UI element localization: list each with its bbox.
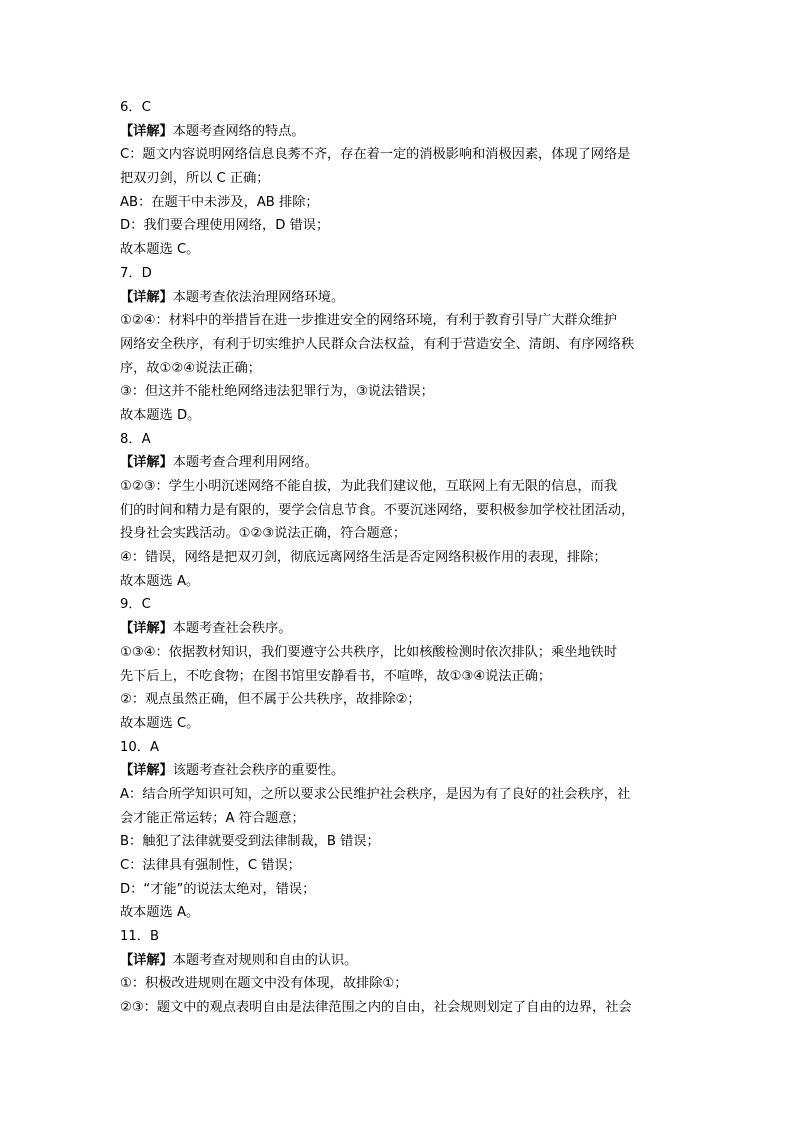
explanation-line: [120, 972, 680, 996]
explanation-text: C：题文内容说明网络信息良莠不齐，存在着一定的消极影响和消极因素，体现了网络是: [120, 147, 631, 163]
explanation-text: 投身社会实践活动。①②③说法正确，符合题意；: [120, 526, 407, 542]
answer-line: [120, 96, 680, 120]
explanation-line: [120, 499, 680, 523]
answer-line: [120, 925, 680, 949]
answer-text: 7．D: [120, 265, 152, 281]
detail-text: 本题考查对规则和自由的认识。: [172, 952, 358, 968]
explanation-line: [120, 404, 680, 428]
explanation-line: [120, 333, 680, 357]
explanation-line: [120, 783, 680, 807]
explanation-line: [120, 191, 680, 215]
detail-text: 该题考查社会秩序的重要性。: [172, 763, 345, 779]
explanation-line: [120, 309, 680, 333]
detail-heading-line: [120, 120, 680, 144]
explanation-text: 故本题选 A。: [120, 905, 200, 921]
explanation-line: [120, 570, 680, 594]
detail-text: 本题考查社会秩序。: [172, 621, 292, 637]
explanation-text: ①：积极改进规则在题文中没有体现，故排除①；: [120, 976, 408, 992]
explanation-text: C：法律具有强制性，C 错误；: [120, 858, 301, 873]
detail-heading-line: [120, 286, 680, 310]
explanation-line: [120, 665, 680, 689]
explanation-text: 先下后上，不吃食物；在图书馆里安静看书，不喧哗，故①③④说法正确；: [120, 668, 552, 684]
explanation-line: [120, 475, 680, 499]
detail-text: 本题考查合理利用网络。: [172, 455, 318, 471]
explanation-line: [120, 854, 680, 878]
explanation-text: 故本题选 D。: [120, 407, 201, 423]
explanation-text: D：我们要合理使用网络，D 错误；: [120, 218, 330, 234]
explanation-text: ①③④：依据教材知识，我们要遵守公共秩序，比如核酸检测时依次排队；乘坐地铁时: [120, 644, 618, 660]
answer-text: 6．C: [120, 100, 151, 115]
detail-tag: 【详解】: [120, 455, 173, 471]
detail-heading-line: [120, 451, 680, 475]
explanation-text: A：结合所学知识可知，之所以要求公民维护社会秩序，是因为有了良好的社会秩序，社: [120, 786, 631, 802]
explanation-text: 故本题选 C。: [120, 242, 200, 258]
detail-heading-line: [120, 949, 680, 973]
detail-tag: 【详解】: [120, 123, 173, 139]
explanation-text: 故本题选 C。: [120, 715, 200, 731]
answer-text: 11．B: [120, 929, 160, 945]
explanation-line: [120, 357, 680, 381]
explanation-text: ④：错误，网络是把双刃剑，彻底远离网络生活是否定网络积极作用的表现，排除；: [120, 550, 607, 566]
explanation-text: ③：但这并不能杜绝网络违法犯罪行为，③说法错误；: [120, 384, 434, 400]
detail-tag: 【详解】: [120, 763, 173, 779]
answer-text: 10．A: [120, 739, 159, 755]
explanation-text: 序，故①②④说法正确；: [120, 360, 261, 376]
explanation-text: 把双刃剑，所以 C 正确；: [120, 171, 270, 187]
explanation-line: [120, 380, 680, 404]
answer-text: 9．C: [120, 597, 151, 613]
answer-text: 8．A: [120, 431, 151, 447]
explanation-text: 网络安全秩序，有利于切实维护人民群众合法权益，有利于营造安全、清朗、有序网络秩: [120, 336, 635, 352]
explanation-line: [120, 546, 680, 570]
detail-tag: 【详解】: [120, 621, 173, 637]
explanation-line: [120, 996, 680, 1020]
explanation-line: [120, 238, 680, 262]
explanation-text: D：“才能”的说法太绝对，错误；: [120, 881, 316, 897]
explanation-text: 故本题选 A。: [120, 573, 200, 589]
detail-heading-line: [120, 617, 680, 641]
explanation-text: ①②④：材料中的举措旨在进一步推进安全的网络环境，有利于教育引导广大群众维护: [120, 313, 618, 329]
answer-document: [120, 96, 680, 1020]
detail-text: 本题考查依法治理网络环境。: [172, 289, 345, 305]
detail-heading-line: [120, 759, 680, 783]
explanation-line: [120, 641, 680, 665]
explanation-line: [120, 878, 680, 902]
explanation-line: [120, 522, 680, 546]
explanation-text: 会才能正常运转；A 符合题意；: [120, 810, 305, 826]
explanation-line: [120, 143, 680, 167]
explanation-text: AB：在题干中未涉及，AB 排除；: [120, 194, 319, 210]
answer-line: [120, 736, 680, 760]
explanation-line: [120, 807, 680, 831]
detail-text: 本题考查网络的特点。: [172, 123, 305, 139]
detail-tag: 【详解】: [120, 289, 173, 305]
detail-tag: 【详解】: [120, 952, 173, 968]
explanation-text: ②③：题文中的观点表明自由是法律范围之内的自由，社会规则划定了自由的边界，社会: [120, 1000, 632, 1016]
explanation-line: [120, 167, 680, 191]
explanation-line: [120, 901, 680, 925]
answer-line: [120, 262, 680, 286]
explanation-text: ②：观点虽然正确，但不属于公共秩序，故排除②；: [120, 692, 421, 708]
explanation-text: B：触犯了法律就要受到法律制裁，B 错误；: [120, 834, 380, 850]
explanation-text: 们的时间和精力是有限的，要学会信息节食。不要沉迷网络，要积极参加学校社团活动，: [120, 502, 635, 518]
explanation-line: [120, 688, 680, 712]
explanation-line: [120, 830, 680, 854]
explanation-text: ①②③：学生小明沉迷网络不能自拔，为此我们建议他，互联网上有无限的信息，而我: [120, 479, 618, 494]
answer-line: [120, 428, 680, 452]
explanation-line: [120, 712, 680, 736]
explanation-line: [120, 214, 680, 238]
answer-line: [120, 593, 680, 617]
